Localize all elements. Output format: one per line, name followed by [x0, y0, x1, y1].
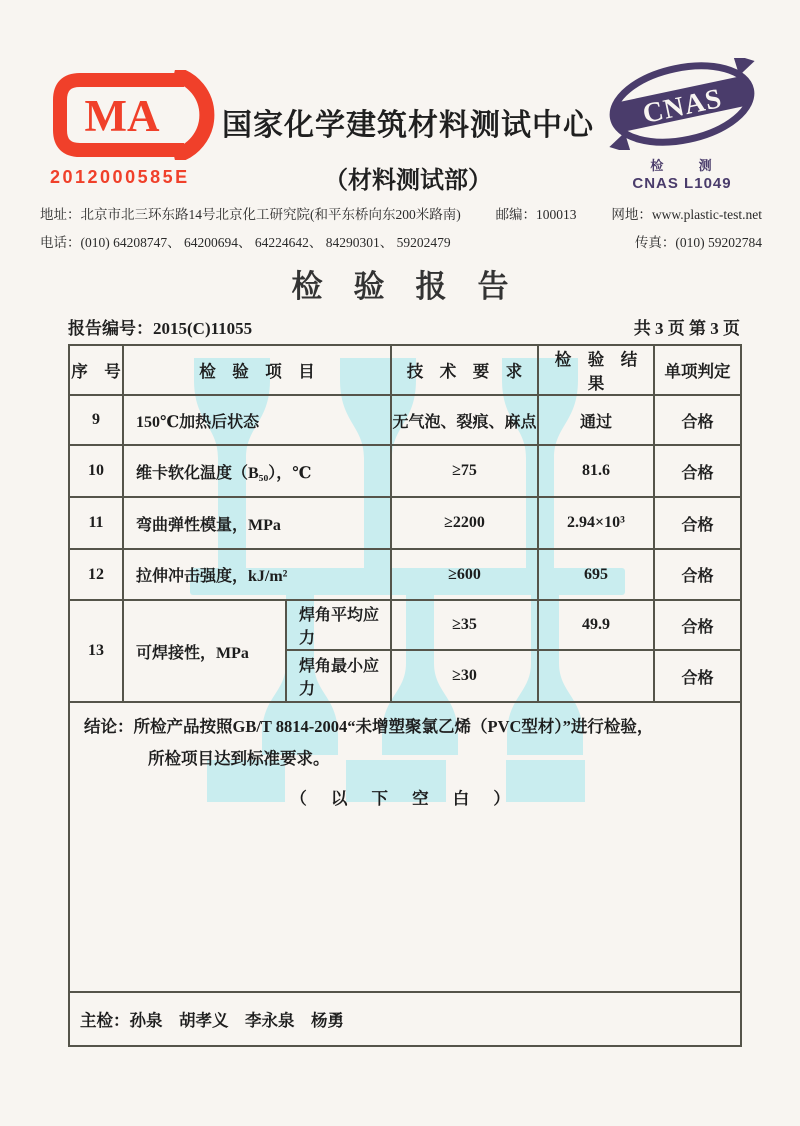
phone-text: 电话：(010) 64208747、 64200694、 64224642、 84290301、 59202479 [40, 235, 451, 250]
fax-text: 传真：(010) 59202784 [634, 235, 762, 250]
cell-judgement: 合格 [654, 549, 741, 600]
col-header-requirement: 技 术 要 求 [391, 345, 538, 395]
report-number [68, 314, 252, 339]
address-text: 地址：北京市北三环东路14号北京化工研究院(和平东桥向东200米路南) [40, 207, 461, 222]
cell-judgement: 合格 [654, 497, 741, 549]
table-row [69, 497, 741, 549]
cell-sub-item: 焊角最小应力 [286, 650, 391, 702]
cell-result: 81.6 [538, 445, 654, 497]
cnas-logo-block [596, 58, 768, 192]
cma-logo-icon [46, 70, 216, 160]
inspectors-cell: 主检：孙泉 胡孝义 李永泉 杨勇 [69, 992, 741, 1046]
col-header-seq: 序 号 [69, 345, 123, 395]
cell-result: 49.9 [538, 600, 654, 650]
col-header-judgement: 单项判定 [654, 345, 741, 395]
cell-item: 维卡软化温度（B₅₀），℃ [123, 445, 391, 497]
cell-item: 弯曲弹性模量，MPa [123, 497, 391, 549]
cell-seq: 10 [69, 445, 123, 497]
cell-requirement: ≥35 [391, 600, 538, 650]
cell-requirement: ≥75 [391, 445, 538, 497]
report-number-value: 2015(C)11055 [153, 319, 253, 338]
cma-certificate-number: 2012000585E [50, 167, 190, 187]
cell-seq: 13 [69, 600, 123, 702]
conclusion-row [69, 702, 741, 992]
org-title: 国家化学建筑材料测试中心 [222, 109, 594, 142]
results-table [68, 344, 742, 1047]
cell-item: 拉伸冲击强度，kJ/m² [123, 549, 391, 600]
cell-requirement: ≥2200 [391, 497, 538, 549]
cell-item: 150℃加热后状态 [123, 395, 391, 445]
cnas-letters: CNAS [640, 82, 725, 130]
inspectors-row [69, 992, 741, 1046]
cell-result: 通过 [538, 395, 654, 445]
cell-result [538, 650, 654, 702]
cma-letters: MA [84, 91, 160, 141]
conclusion-line-2: 所检项目达到标准要求。 [148, 749, 330, 768]
cell-judgement: 合格 [654, 445, 741, 497]
blank-below-note: （ 以 下 空 白 ） [290, 789, 520, 808]
website-text: 网地：www.plastic-test.net [611, 207, 762, 222]
table-row [69, 549, 741, 600]
report-meta-row [68, 314, 740, 339]
cma-logo-block [46, 70, 226, 188]
cell-requirement: 无气泡、裂痕、麻点 [391, 395, 538, 445]
cell-seq: 11 [69, 497, 123, 549]
cell-requirement: ≥30 [391, 650, 538, 702]
cell-item: 可焊接性，MPa [123, 600, 286, 702]
contact-block [40, 203, 762, 259]
report-number-label: 报告编号： [68, 319, 153, 338]
table-row-weldability-avg [69, 600, 741, 650]
cell-requirement: ≥600 [391, 549, 538, 600]
cell-seq: 9 [69, 395, 123, 445]
cell-seq: 12 [69, 549, 123, 600]
table-header-row [69, 345, 741, 395]
col-header-item: 检 验 项 目 [123, 345, 391, 395]
cell-result: 695 [538, 549, 654, 600]
conclusion-cell [69, 702, 741, 992]
cell-judgement: 合格 [654, 650, 741, 702]
results-table-wrap [68, 344, 742, 1047]
cnas-sub-label: 检 测 [650, 158, 728, 173]
org-title-block [218, 100, 598, 195]
cnas-accreditation-number: CNAS L1049 [632, 175, 732, 192]
contact-line-1 [40, 203, 762, 223]
cnas-logo-icon [602, 58, 762, 150]
cell-sub-item: 焊角平均应力 [286, 600, 391, 650]
table-row [69, 395, 741, 445]
report-title: 检 验 报 告 [291, 269, 509, 304]
conclusion-line-1: 结论：所检产品按照GB/T 8814-2004“未增塑聚氯乙烯（PVC型材）”进行检验， [84, 717, 654, 736]
cell-judgement: 合格 [654, 600, 741, 650]
postal-code-text: 邮编：100013 [495, 207, 577, 222]
contact-line-2 [40, 231, 762, 251]
col-header-result: 检 验 结 果 [538, 345, 654, 395]
cell-judgement: 合格 [654, 395, 741, 445]
cell-result: 2.94×10³ [538, 497, 654, 549]
org-subtitle: （材料测试部） [324, 168, 492, 194]
page-info: 共 3 页 第 3 页 [633, 319, 740, 338]
table-row [69, 445, 741, 497]
